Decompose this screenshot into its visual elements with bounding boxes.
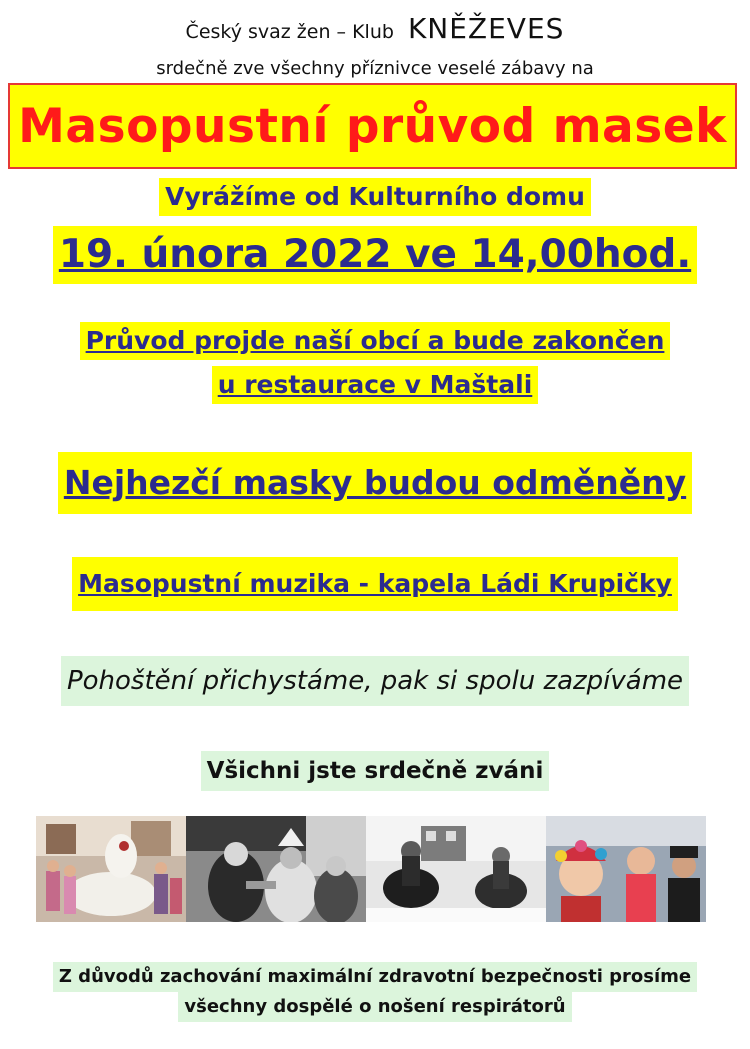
- masks-line: [0, 452, 750, 514]
- departure-line: [0, 178, 750, 216]
- route-line-1: [0, 322, 750, 360]
- invitation-line: srdečně zve všechny příznivce veselé zábavy na: [156, 58, 594, 79]
- carnival-horse-mask-photo: [36, 816, 186, 922]
- notice-text-2: všechny dospělé o nošení respirátorů: [178, 992, 571, 1022]
- organizer-line: [0, 12, 750, 45]
- welcome-text: Všichni jste srdečně zváni: [201, 751, 550, 791]
- title-banner: [8, 83, 737, 169]
- carnival-costumes-photo: [546, 816, 706, 922]
- date-line: [0, 226, 750, 284]
- music-text: Masopustní muzika - kapela Ládi Krupičky: [72, 557, 678, 611]
- welcome-line: [0, 751, 750, 791]
- carnival-riders-photo: [366, 816, 546, 922]
- route-text-1: Průvod projde naší obcí a bude zakončen: [80, 322, 671, 360]
- route-text-2: u restaurace v Maštali: [212, 366, 539, 404]
- notice-line-1: [0, 962, 750, 992]
- departure-text: Vyrážíme od Kulturního domu: [159, 178, 591, 216]
- notice-line-2: [0, 992, 750, 1022]
- carnival-musicians-photo: [186, 816, 366, 922]
- refreshments-line: [0, 656, 750, 706]
- refreshments-text: Pohoštění přichystáme, pak si spolu zazpíváme: [61, 656, 689, 706]
- event-datetime: 19. února 2022 ve 14,00hod.: [53, 226, 697, 284]
- notice-text-1: Z důvodů zachování maximální zdravotní bezpečnosti prosíme: [53, 962, 697, 992]
- photo-strip: [36, 816, 706, 922]
- village-name: KNĚŽEVES: [407, 12, 565, 45]
- organization-name: Český svaz žen – Klub: [185, 21, 394, 43]
- music-line: [0, 557, 750, 611]
- route-line-2: [0, 366, 750, 404]
- event-title: Masopustní průvod masek: [18, 98, 727, 154]
- masks-text: Nejhezčí masky budou odměněny: [58, 452, 692, 514]
